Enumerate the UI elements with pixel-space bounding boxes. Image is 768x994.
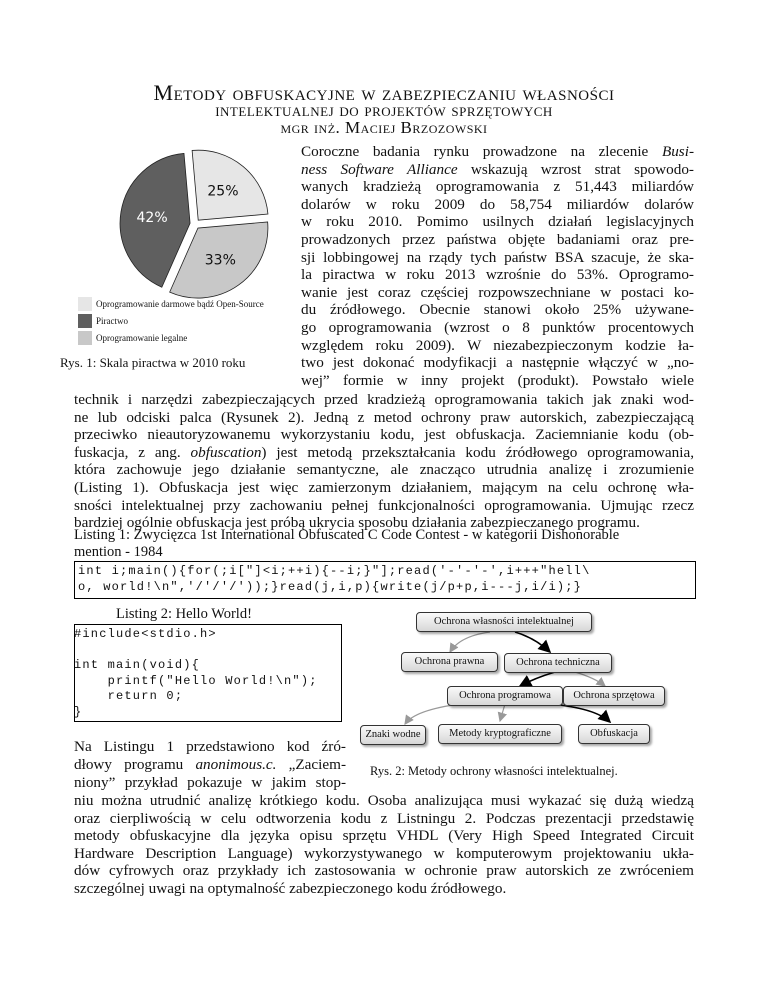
- intro-line: dolarów w roku 2009 do 58,754 miliardów dolarów: [301, 195, 694, 213]
- closing-line: oraz cierpliwością w celu odtworzenia kodu z Listningu 2. Podczas prezentacji przedstawię: [74, 809, 694, 827]
- intro-line: wanych kradzieżą oprogramowania z 51,443 miliardów: [301, 178, 694, 196]
- edge-software-obfuscation: [550, 704, 610, 722]
- pie-label-1: 42%: [136, 209, 168, 226]
- diagram-node-legal: Ochrona prawna: [401, 652, 498, 672]
- diagram-node-root: Ochrona własności intelektualnej: [416, 612, 592, 632]
- intro-line: Coroczne badania rynku prowadzone na zlecenie Busi-: [301, 143, 694, 160]
- closing-line: Hardware Description Language) wykorzystywanego w komputerowym projektowaniu ukła-: [74, 844, 694, 862]
- diagram-node-crypto: Metody kryptograficzne: [438, 724, 562, 744]
- closing-line: dów cyfrowych oraz przykłady ich zastosowania w ochronie praw autorskich ze zwróceniem: [74, 862, 694, 880]
- legend-swatch-piracy: [78, 314, 92, 328]
- intro-line: ness Software Alliance wskazują wzrost strat spowodo-: [301, 160, 694, 178]
- intro-line: prowadzonych przez państwa objęte badaniami oraz pre-: [301, 231, 694, 248]
- pie-label-2: 33%: [204, 252, 236, 269]
- intro-line: wej” formie w inny projekt (produkt). Powstało wiele: [301, 371, 694, 389]
- listing1-code-line1: int i;main(){for(;i["]<i;++i){--i;}"];read('-'-'-',i+++"hell\: [78, 564, 591, 578]
- closing-line: niu można utrudnić analizę krótkiego kodu. Osoba analizująca musi wykazać się dużą wiedzą: [74, 792, 694, 809]
- intro-line: (Listing 1). Obfuskacja jest więc zamierzonym działaniem, mającym na celu ochronę wła-: [74, 479, 694, 496]
- closing-line: szczególnej uwagi na optymalność zabezpieczonego kodu źródłowego.: [74, 880, 507, 897]
- paper-title-line2: intelektualnej do projektów sprzętowych: [215, 100, 553, 121]
- listing2-caption: Listing 2: Hello World!: [116, 606, 252, 622]
- listing1-code-box: [74, 561, 696, 599]
- intro-line: sji lobbingowej na rządy tych państw BSA szacuje, że ska-: [301, 248, 694, 266]
- intro-line: bardziej ogólnie obfuskacja jest próbą ukrycia sposobu działania zabezpieczanego programu.: [74, 514, 640, 532]
- listing1-code-line2: o, world!\n",'/'/'/'));}read(j,i,p){write(j/p+p,i---j,i/i);}: [78, 580, 583, 594]
- listing2-code-box: [74, 624, 342, 722]
- diagram-node-hardware: Ochrona sprzętowa: [563, 686, 665, 706]
- intro-line: względem roku 2009). W niezabezpieczonym kodzie ła-: [301, 336, 694, 354]
- paper-author: mgr inż. Maciej Brzozowski: [280, 118, 488, 137]
- figure2-caption: Rys. 2: Metody ochrony własności intelektualnej.: [370, 764, 618, 778]
- intro-line: fuskacja, z ang. obfuscation) jest metodą przekształcania kodu źródłowego oprogramowania,: [74, 443, 694, 461]
- closing-line: dłowy programu anonimous.c. „Zaciem-: [74, 756, 346, 773]
- legend-swatch-legal: [78, 331, 92, 345]
- pie-chart: [90, 144, 300, 304]
- closing-line: Na Listingu 1 przedstawiono kod źró-: [74, 738, 346, 755]
- intro-line: wanie jest coraz częściej rozpowszechniane w postaci ko-: [301, 283, 694, 301]
- listing1-caption-line1: Listing 1: Zwycięzca 1st International Obfuscated C Code Contest - w kategorii Dishonorable: [74, 527, 620, 543]
- intro-line: która zachowuje jego działanie semantyczne, ale znacząco utrudnia analizę i zrozumienie: [74, 461, 694, 479]
- diagram-node-watermarks: Znaki wodne: [360, 725, 426, 745]
- intro-line: w roku 2010. Pomimo usilnych działań legislacyjnych: [301, 213, 694, 231]
- legend-swatch-open-source: [78, 297, 92, 311]
- edge-software-watermarks: [405, 704, 460, 724]
- diagram-node-technical: Ochrona techniczna: [504, 653, 612, 673]
- edge-technical-hardware: [575, 672, 605, 686]
- intro-line: technik i narzędzi zabezpieczających przed kradzieżą oprogramowania takich jak znaki wod-: [74, 391, 694, 408]
- pie-label-0: 25%: [207, 183, 239, 200]
- legend-label-piracy: Piractwo: [96, 316, 128, 326]
- intro-line: sności intelektualnej przy zachowaniu pełnej funkcjonalności oprogramowania. Ujmując rzecz: [74, 496, 694, 514]
- intro-line: przeciwko nieautoryzowanemu wykorzystaniu kodu, jest obfuskacja. Zaciemnianie kodu (ob-: [74, 426, 694, 444]
- diagram-node-obfuscation: Obfuskacja: [578, 724, 650, 744]
- legend-label-legal: Oprogramowanie legalne: [96, 333, 188, 343]
- diagram-node-software: Ochrona programowa: [447, 686, 563, 706]
- closing-line: metody obfuskacyjne dla języka opisu sprzętu VHDL (Very High Speed Integrated Circuit: [74, 827, 694, 845]
- intro-line: la piractwa w roku 2013 wzrośnie do 53%. Oprogramo-: [301, 266, 694, 284]
- intro-line: go oprogramowania (wzrost o 8 punktów procentowych: [301, 319, 694, 336]
- legend-label-open-source: Oprogramowanie darmowe bądź Open-Source: [96, 299, 264, 309]
- listing1-caption-line2: mention - 1984: [74, 544, 163, 560]
- edge-root-technical: [515, 632, 550, 652]
- edge-technical-software: [520, 672, 555, 686]
- intro-line: du źródłowego. Obecnie stanowi około 25% używane-: [301, 301, 694, 319]
- edge-software-crypto: [500, 704, 505, 721]
- paper-title-line1: Metody obfuskacyjne w zabezpieczaniu własności: [153, 80, 615, 105]
- intro-line: ne lub odciski palca (Rysunek 2). Jedną z metod ochrony praw autorskich, zabezpieczającą: [74, 408, 694, 426]
- edge-root-legal: [450, 632, 490, 652]
- intro-line: two jest dokonać modyfikacji a następnie włączyć w „no-: [301, 354, 694, 372]
- listing2-code: #include<stdio.h> int main(void){ printf("Hello World!\n"); return 0; }: [74, 627, 318, 719]
- closing-line: niony” przykład pokazuje w jakim stop-: [74, 774, 346, 791]
- figure1-caption: Rys. 1: Skala piractwa w 2010 roku: [60, 355, 246, 370]
